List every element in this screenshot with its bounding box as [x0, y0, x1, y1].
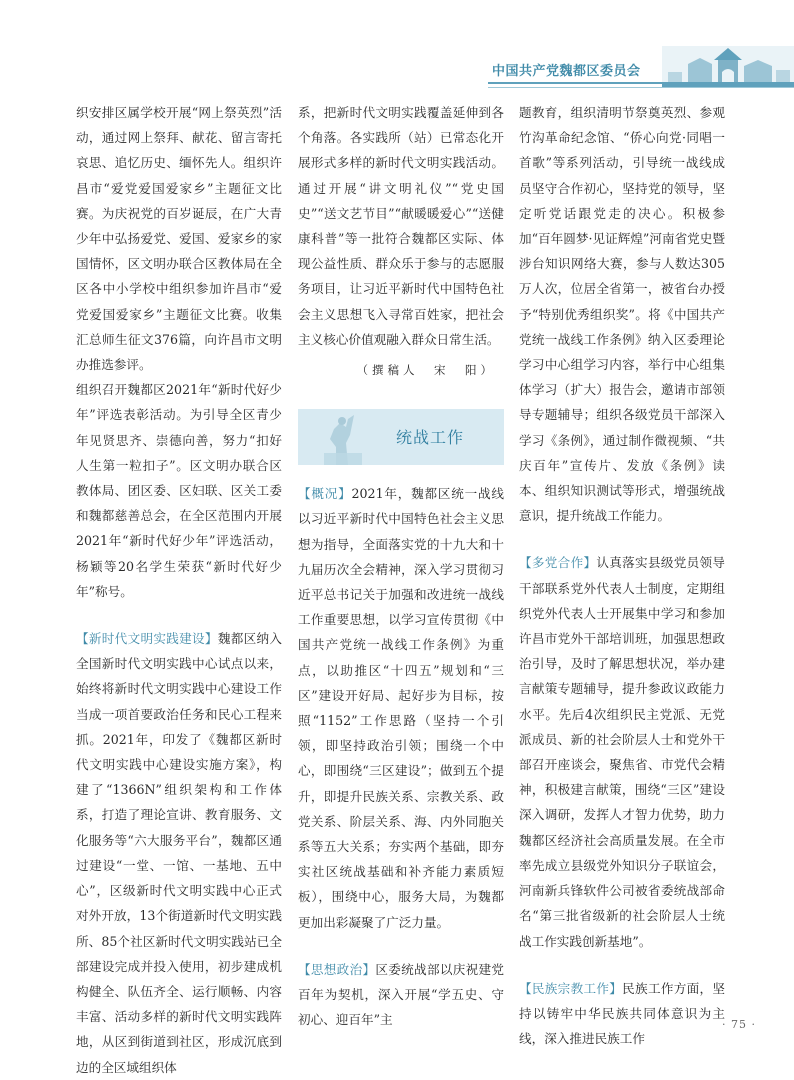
paragraph-gap — [76, 604, 282, 626]
paragraph-gap — [519, 954, 725, 976]
page-number: · 75 · — [722, 1018, 756, 1031]
paragraph-gap — [519, 528, 725, 550]
paragraph — [76, 626, 282, 1080]
section-tag: 【民族宗教工作】 — [519, 980, 623, 996]
paragraph-text: 认真落实县级党员领导干部联系党外代表人士制度，定期组织党外代表人士开展集中学习和参加许昌市党外干部培训班，加强思想政治引导，及时了解思想状况，举办建言献策专题辅导，提升参政议政能力水平。先后4次组织民主党派、无党派成员、新的社会阶层人士和党外干部召开座谈会，聚焦省、市党代会精神，积极建言献策，围绕“三区”建设深入调研，发挥人才智力优势，助力魏都区经济社会高质量发展。在全市率先成立县级党外知识分子联谊会，河南新兵锋软件公司被省委统战部命名“第三批省级新的社会阶层人士统战工作实践创新基地”。 — [519, 555, 726, 949]
section-heading-box — [298, 409, 504, 465]
paragraph — [519, 976, 725, 1052]
column-1 — [76, 100, 282, 1080]
paragraph — [298, 481, 504, 935]
header-title: 中国共产党魏都区委员会 — [492, 64, 641, 79]
statue-illustration — [306, 409, 376, 465]
header-rule — [488, 82, 794, 84]
section-tag: 【多党合作】 — [519, 555, 597, 571]
paragraph: 织安排区属学校开展“网上祭英烈”活动，通过网上祭拜、献花、留言寄托哀思、追忆历史、缅怀先人。组织许昌市“爱党爱国爱家乡”主题征文比赛。为庆祝党的百岁诞辰，在广大青少年中弘扬爱党、爱国、爱家乡的家国情怀，区文明办联合区教体局在全区各中小学校中组织参加许昌市“爱党爱国爱家乡”主题征文比赛。收集汇总师生征文376篇，向许昌市文明办推选参评。 — [76, 105, 282, 373]
section-tag: 【思想政治】 — [298, 961, 376, 977]
section-title: 统战工作 — [396, 428, 465, 448]
paragraph-text: 民族工作方面，坚持以铸牢中华民族共同体意识为主线，深入推进民族工作 — [519, 980, 726, 1047]
paragraph — [519, 550, 725, 953]
paragraph-gap — [298, 935, 504, 957]
paragraph: 题教育，组织清明节祭奠英烈、参观竹沟革命纪念馆、“侨心向党·同唱一首歌”等系列活动，引导统一战线成员坚守合作初心，坚持党的领导，坚定听党话跟党走的决心。积极参加“百年圆梦·见证辉煌”河南省党史暨涉台知识网络大赛，参与人数达305万人次，位居全省第一，被省台办授予“特别优秀组织奖”。将《中国共产党统一战线工作条例》纳入区委理论学习中心组学习内容，举行中心组集体学习（扩大）报告会，邀请市部领导专题辅导；组织各级党员干部深入学习《条例》，通过制作微视频、“共庆百年”宣传片、发放《条例》读本、组织知识测试等形式，增强统战意识，提升统战工作能力。 — [519, 105, 725, 524]
paragraph: 系，把新时代文明实践覆盖延伸到各个角落。各实践所（站）已常态化开展形式多样的新时代文明实践活动。通过开展“讲文明礼仪”“党史国史”“送文艺节目”“献暖暖爱心”“送健康科普”等一批符合魏都区实际、体现公益性质、群众乐于参与的志愿服务项目，让习近平新时代中国特色社会主义思想飞入寻常百姓家，把社会主义核心价值观融入群众日常生活。 — [298, 105, 504, 347]
page-header — [488, 48, 794, 90]
author-signature: （撰稿人 宋 阳） — [356, 363, 496, 378]
paragraph-text: 魏都区纳入全国新时代文明实践中心试点以来，始终将新时代文明实践中心建设工作当成一项首要政治任务和民心工程来抓。2021年，印发了《魏都区新时代文明实践中心建设实施方案》，构建了“1366N”组织架构和工作体系，打造了理论宣讲、教育服务、文化服务等“六大服务平台”，魏都区通过建设“一堂、一馆、一基地、五中心”，区级新时代文明实践中心正式对外开放，13个街道新时代文明实践所、85个社区新时代文明实践站已全部建设完成并投入使用，初步建成机构健全、队伍齐全、运行顺畅、内容丰富、活动多样的新时代文明实践阵地，从区到街道到社区，形成沉底到边的全区域组织体 — [76, 631, 283, 1075]
column-3 — [519, 100, 725, 1051]
column-2 — [298, 100, 504, 1033]
header-rule-thin — [488, 87, 794, 88]
paragraph — [298, 957, 504, 1033]
section-tag: 【新时代文明实践建设】 — [76, 631, 218, 647]
section-tag: 【概况】 — [298, 486, 352, 502]
paragraph-text: 区委统战部以庆祝建党百年为契机，深入开展“学五史、守初心、迎百年”主 — [298, 961, 505, 1028]
paragraph-text: 2021年，魏都区统一战线以习近平新时代中国特色社会主义思想为指导，全面落实党的十九大和十九届历次全会精神，深入学习贯彻习近平总书记关于加强和改进统一战线工作重要思想，以学习宣传贯彻《中国共产党统一战线工作条例》为重点，以助推区“十四五”规划和“三区”建设开好局、起好步为目标，按照“1152”工作思路（坚持一个引领，即坚持政治引领；围绕一个中心，即围绕“三区建设”；做到五个提升，即提升民族关系、宗教关系、政党关系、阶层关系、海、内外同胞关系等五大关系；夯实两个基础，即夯实社区统战基础和补齐能力素质短板），围绕中心，服务大局，为魏都更加出彩凝聚了广泛力量。 — [298, 486, 504, 930]
paragraph: 组织召开魏都区2021年“新时代好少年”评选表彰活动。为引导全区青少年见贤思齐、崇德向善，努力“扣好人生第一粒扣子”。区文明办联合区教体局、团区委、区妇联、区关工委和魏都慈善总会，在全区范围内开展2021年“新时代好少年”评选活动，杨颖等20名学生荣获“新时代好少年”称号。 — [76, 382, 282, 599]
